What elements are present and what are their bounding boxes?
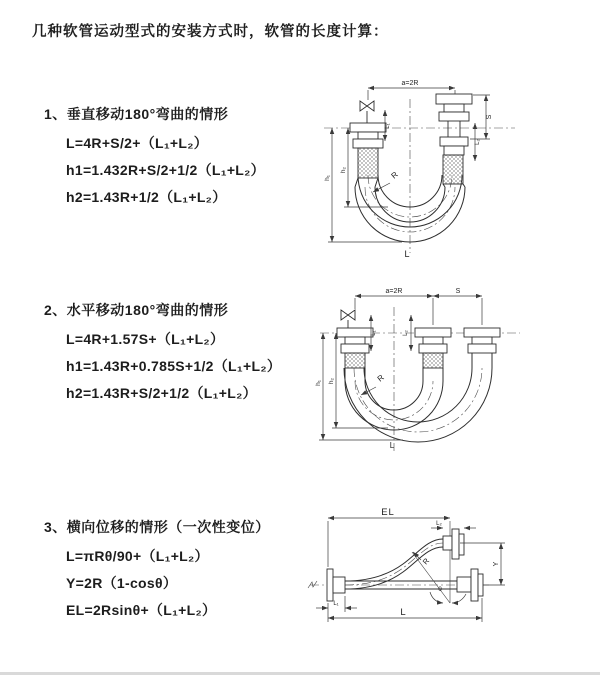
- braided-hose-section: [358, 148, 378, 178]
- dim-label-l1: L₁: [385, 123, 391, 129]
- dim-label-s: S: [455, 288, 461, 295]
- valve-symbol: [360, 101, 374, 123]
- formula-y: Y=2R（1-cosθ）: [66, 575, 178, 591]
- diagram-vertical-180-bend: [310, 75, 600, 260]
- dim-label-y: Y: [493, 561, 500, 567]
- hose-outline: [345, 539, 457, 589]
- dim-label-l2: L₂: [475, 139, 481, 145]
- label-bend-radius: R: [375, 372, 386, 384]
- braided-hose-section: [423, 353, 443, 368]
- dim-label-h1: h₁: [324, 175, 331, 181]
- dim-label-h1: h₁: [315, 380, 322, 386]
- label-theta: θ: [438, 586, 442, 593]
- upper-right-flange: [443, 529, 464, 559]
- dim-label-a2r: a=2R: [385, 288, 403, 295]
- left-flange: [327, 569, 345, 601]
- section-1-heading: 1、垂直移动180°弯曲的情形: [44, 106, 229, 122]
- formula-el: EL=2Rsinθ+（L₁+L₂）: [66, 602, 217, 618]
- dim-label-s: S: [486, 114, 493, 120]
- label-bend-radius: R: [420, 556, 432, 567]
- braided-hose-section: [345, 353, 365, 368]
- section-2-heading: 2、水平移动180°弯曲的情形: [44, 302, 229, 318]
- label-length: L: [389, 441, 395, 450]
- right-fitting: [464, 328, 500, 353]
- dim-label-l: L: [400, 607, 406, 618]
- braided-hose-section: [443, 155, 463, 184]
- dim-label-l1: L₁: [333, 601, 339, 607]
- formula-h1: h1=1.432R+S/2+1/2（L₁+L₂）: [66, 162, 265, 178]
- formula-l: L=πRθ/90+（L₁+L₂）: [66, 548, 209, 564]
- dim-label-h2: h₂: [328, 377, 335, 385]
- formula-l: L=4R+1.57S+（L₁+L₂）: [66, 331, 225, 347]
- formula-h2: h2=1.43R+S/2+1/2（L₁+L₂）: [66, 385, 257, 401]
- section-1-formulas: [66, 130, 265, 211]
- left-fitting: [337, 328, 373, 368]
- section-3-heading: 3、横向位移的情形（一次性变位）: [44, 519, 270, 535]
- formula-h1: h1=1.43R+0.785S+1/2（L₁+L₂）: [66, 358, 282, 374]
- lower-right-flange: [457, 569, 483, 601]
- dim-label-l2: L₂: [436, 521, 442, 527]
- label-bend-radius: R: [389, 169, 400, 181]
- section-horizontal-movement: [44, 300, 281, 407]
- section-2-formulas: [66, 326, 281, 407]
- diagram-lateral-displacement: [300, 495, 600, 655]
- dim-label-l1: L₁: [371, 330, 377, 336]
- section-3-formulas: [66, 543, 270, 624]
- break-mark: [308, 581, 317, 588]
- section-lateral-displacement: [44, 517, 270, 624]
- section-vertical-movement: [44, 104, 265, 211]
- formula-h2: h2=1.43R+1/2（L₁+L₂）: [66, 189, 227, 205]
- middle-fitting: [415, 328, 451, 368]
- left-fitting: [350, 123, 386, 178]
- valve-symbol: [341, 310, 355, 328]
- dim-label-h2: h₂: [340, 166, 347, 174]
- right-fitting: [436, 94, 472, 184]
- label-length: L: [404, 249, 410, 259]
- formula-l: L=4R+S/2+（L₁+L₂）: [66, 135, 209, 151]
- dim-label-a2r: a=2R: [401, 80, 419, 87]
- diagram-horizontal-180-bend: [308, 283, 600, 463]
- dim-label-l2: L₂: [403, 330, 409, 336]
- dimension-lines: [328, 88, 490, 242]
- hose-outline: [344, 353, 492, 442]
- dim-label-el: EL: [381, 507, 395, 518]
- page-title: 几种软管运动型式的安装方式时，软管的长度计算：: [32, 24, 389, 40]
